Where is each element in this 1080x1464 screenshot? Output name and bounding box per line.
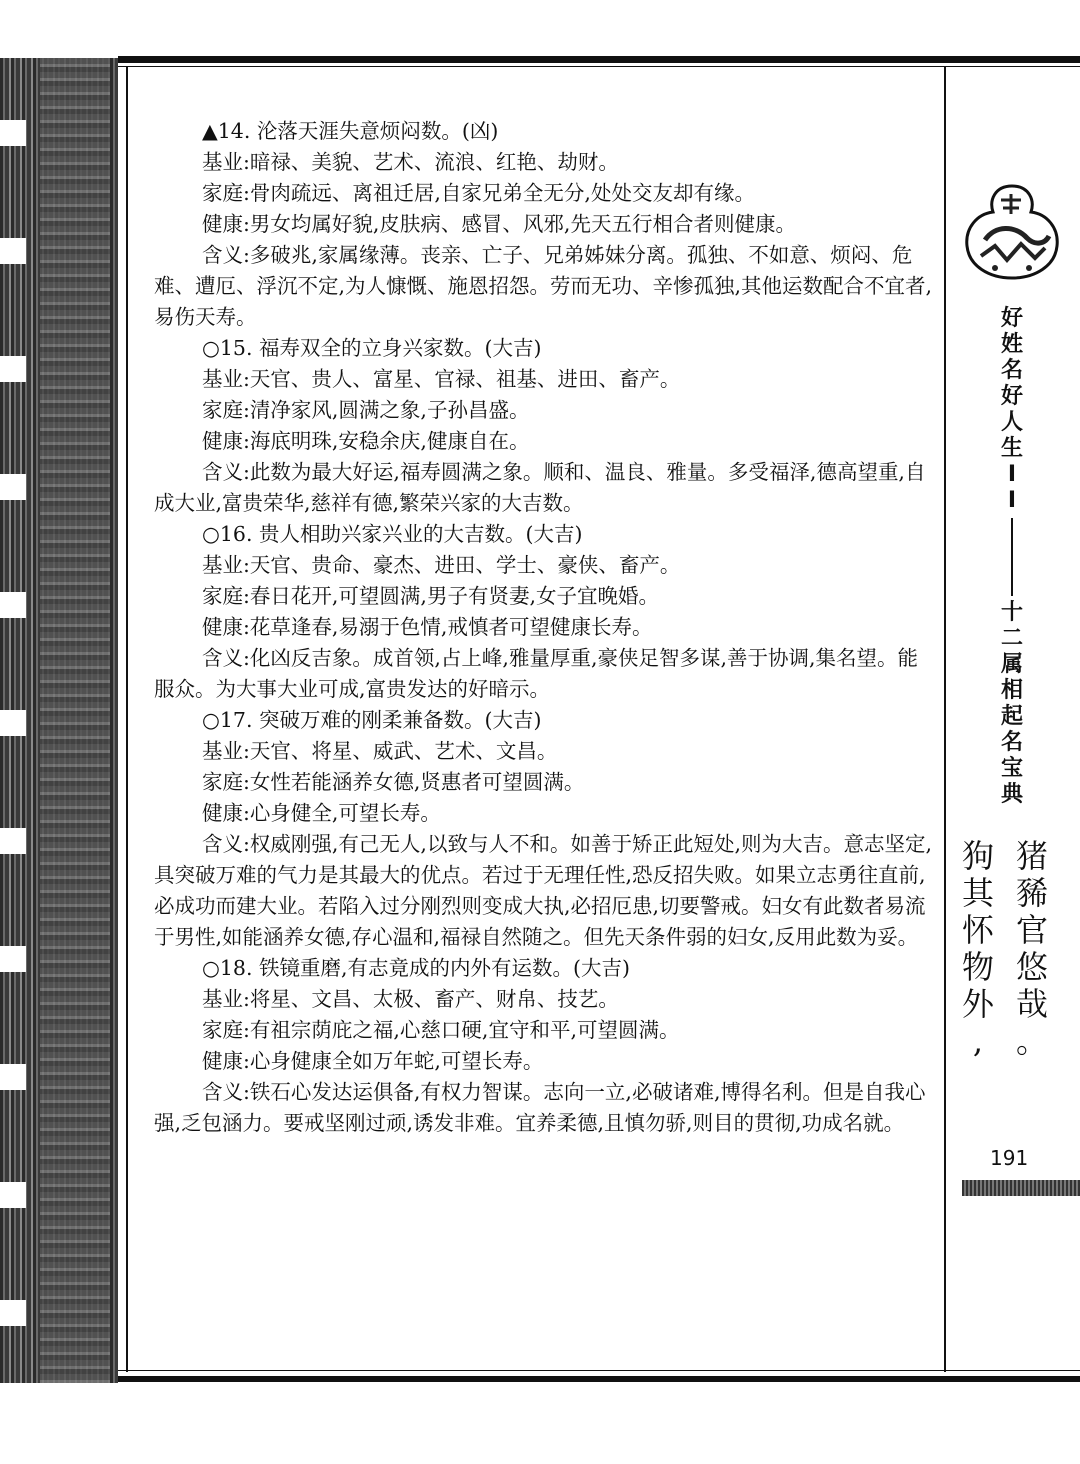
text-line: 基业:将星、文昌、太极、畜产、财帛、技艺。 xyxy=(202,987,619,1011)
meaning-paragraph: 含义:铁石心发达运俱备,有权力智谋。志向一立,必破诸难,博得名利。但是自我心强,乏包涵力。要戒坚刚过顽,诱发非难。宜养柔德,且慎勿骄,则目的贯彻,功成名就。 xyxy=(154,1080,926,1135)
film-hole xyxy=(0,1182,26,1208)
bottom-rule-thin xyxy=(118,1370,1080,1371)
film-hole xyxy=(0,238,26,264)
page-number: 191 xyxy=(990,1146,1029,1170)
film-hole xyxy=(0,828,26,854)
section-heading: ○15. 福寿双全的立身兴家数。(大吉) xyxy=(202,336,542,360)
title-divider xyxy=(1011,518,1013,596)
film-hole xyxy=(0,946,26,972)
text-line: 家庭:女性若能涵养女德,贤惠者可望圆满。 xyxy=(202,770,585,794)
section-heading: ○17. 突破万难的刚柔兼备数。(大吉) xyxy=(202,708,542,732)
top-rule xyxy=(118,56,1080,63)
film-strip-inner xyxy=(40,58,110,1383)
top-rule-thin xyxy=(118,66,1080,67)
meaning-paragraph: 含义:化凶反吉象。成首领,占上峰,雅量厚重,豪侠足智多谋,善于协调,集名望。能服众。为大事大业可成,富贵发达的好暗示。 xyxy=(154,646,918,701)
bottom-rule xyxy=(118,1376,1080,1382)
poem-line-1: 猪 豨 官 悠 哉 。 xyxy=(1015,837,1048,1060)
text-line: 基业:天官、贵命、豪杰、进田、学士、豪侠、畜产。 xyxy=(202,553,681,577)
film-hole xyxy=(0,474,26,500)
film-hole xyxy=(0,1300,26,1326)
film-hole xyxy=(0,710,26,736)
text-line: 基业:暗禄、美貌、艺术、流浪、红艳、劫财。 xyxy=(202,150,619,174)
page-number-bar xyxy=(962,1180,1080,1196)
text-line: 健康:花草逢春,易溺于色情,戒慎者可望健康长寿。 xyxy=(202,615,653,639)
text-line: 家庭:骨肉疏远、离祖迁居,自家兄弟全无分,处处交友却有缘。 xyxy=(202,181,755,205)
left-column-rule xyxy=(126,66,128,1372)
book-volume: I I xyxy=(1007,462,1017,513)
text-line: 健康:男女均属好貌,皮肤病、感冒、风邪,先天五行相合者则健康。 xyxy=(202,212,796,236)
right-column-rule xyxy=(944,66,946,1372)
meaning-paragraph: 含义:此数为最大好运,福寿圆满之象。顺和、温良、雅量。多受福泽,德高望重,自成大业,富贵荣华,慈祥有德,繁荣兴家的大吉数。 xyxy=(154,460,926,515)
section-heading: ○16. 贵人相助兴家兴业的大吉数。(大吉) xyxy=(202,522,583,546)
text-line: 家庭:春日花开,可望圆满,男子有贤妻,女子宜晚婚。 xyxy=(202,584,659,608)
book-title-part2: 十 二 属 相 起 名 宝 典 xyxy=(1000,600,1023,807)
section-heading: ○18. 铁镜重磨,有志竟成的内外有运数。(大吉) xyxy=(202,956,631,980)
film-hole xyxy=(0,356,26,382)
book-title-part1: 好 姓 名 好 人 生 xyxy=(1000,306,1023,461)
meaning-paragraph: 含义:多破兆,家属缘薄。丧亲、亡子、兄弟姊妹分离。孤独、不如意、烦闷、危难、遭厄、浮沉不定,为人慷慨、施恩招怨。劳而无功、辛惨孤独,其他运数配合不宜者,易伤天寿。 xyxy=(154,243,933,329)
main-text xyxy=(154,116,934,1139)
text-line: 家庭:有祖宗荫庇之福,心慈口硬,宜守和平,可望圆满。 xyxy=(202,1018,680,1042)
text-line: 健康:心身健康全如万年蛇,可望长寿。 xyxy=(202,1049,544,1073)
film-hole xyxy=(0,120,26,146)
text-line: 家庭:清净家风,圆满之象,子孙昌盛。 xyxy=(202,398,530,422)
text-line: 健康:心身健全,可望长寿。 xyxy=(202,801,441,825)
section-heading: ▲14. 沦落天涯失意烦闷数。(凶) xyxy=(202,119,499,143)
film-hole xyxy=(0,592,26,618)
poem-line-2: 狗 其 怀 物 外 , xyxy=(961,837,994,1060)
text-line: 健康:海底明珠,安稳余庆,健康自在。 xyxy=(202,429,530,453)
text-line: 基业:天官、将星、威武、艺术、文昌。 xyxy=(202,739,558,763)
meaning-paragraph: 含义:权威刚强,有己无人,以致与人不和。如善于矫正此短处,则为大吉。意志坚定,具突破万难的气力是其最大的优点。若过于无理任性,恐反招失败。如果立志勇往直前,必成功而建大业。若陷入过分刚烈则变成大执,必招厄患,切要警戒。妇女有此数者易流于男性,如能涵养女德,存心温和,福禄自然随之。但先天条件弱的妇女,反用此数为妥。 xyxy=(154,832,932,949)
film-hole xyxy=(0,1064,26,1090)
book-title-vertical xyxy=(994,306,1030,808)
film-strip-border xyxy=(0,58,118,1383)
zodiac-emblem-icon xyxy=(955,180,1070,285)
text-line: 基业:天官、贵人、富星、官禄、祖基、进田、畜产。 xyxy=(202,367,681,391)
